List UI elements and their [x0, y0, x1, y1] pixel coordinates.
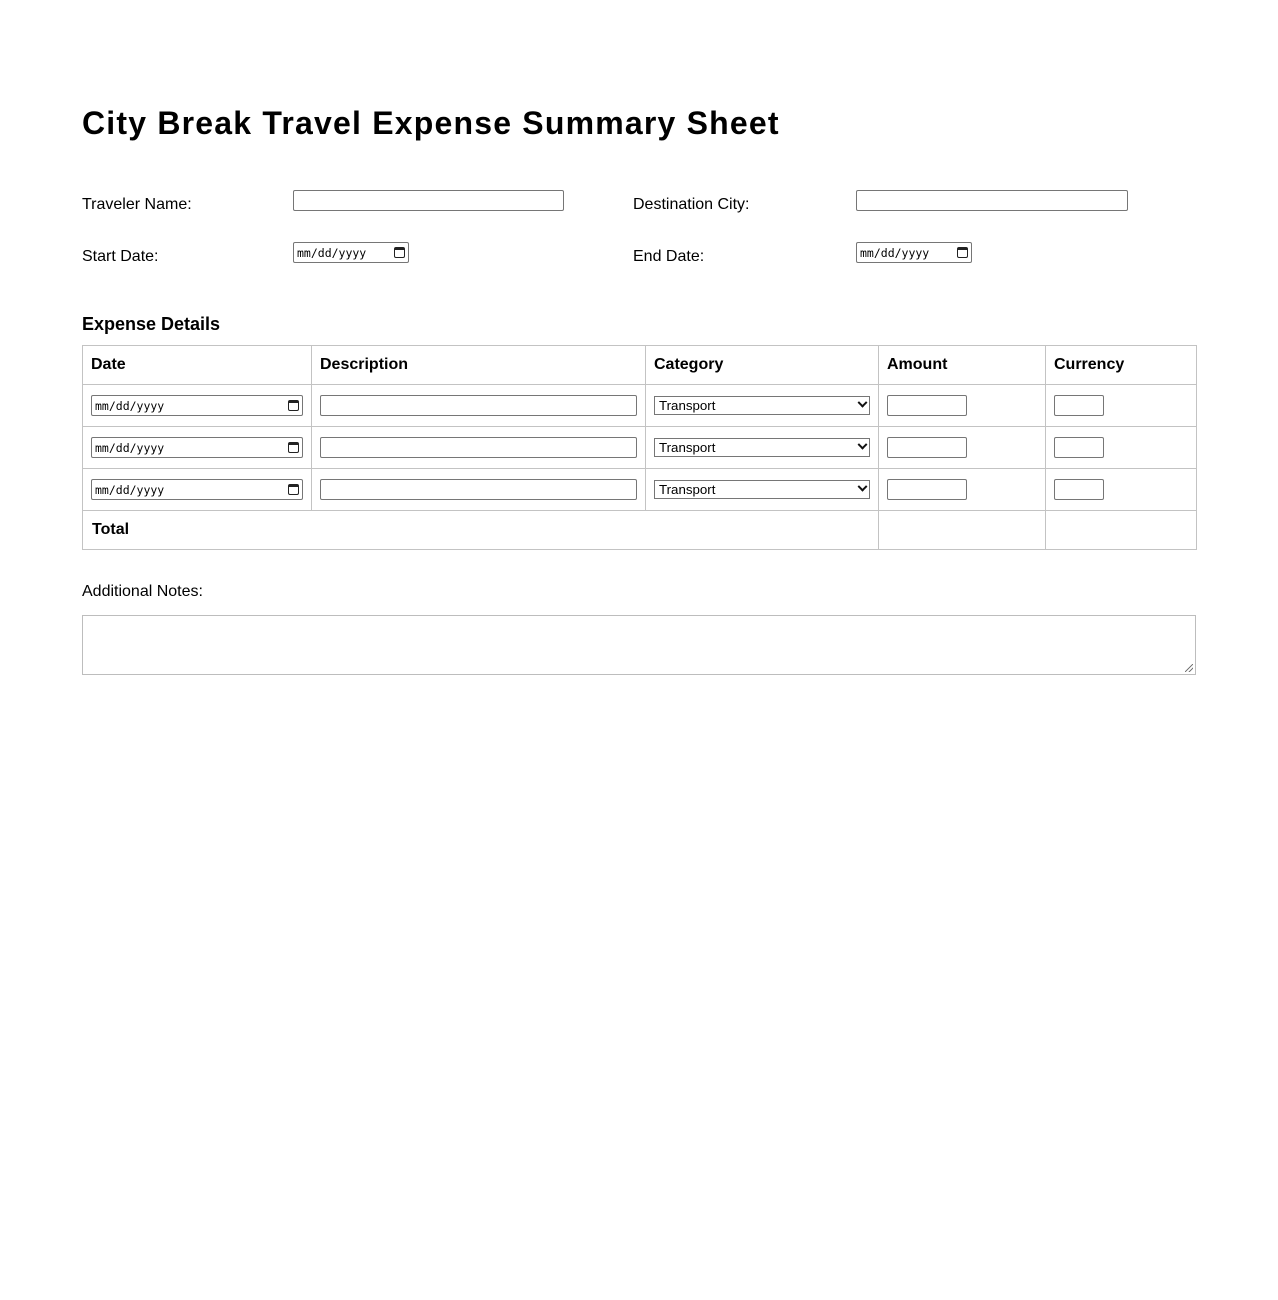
- expense-category-select[interactable]: [654, 480, 870, 499]
- expense-description-input[interactable]: [320, 479, 637, 500]
- column-header-currency: Currency: [1046, 346, 1197, 385]
- expense-category-select[interactable]: [654, 438, 870, 457]
- end-date-placeholder: mm/dd/yyyy: [860, 245, 930, 260]
- total-label: Total: [83, 511, 879, 550]
- expense-date-input[interactable]: [91, 479, 303, 500]
- expense-currency-input[interactable]: [1054, 395, 1104, 416]
- column-header-description: Description: [312, 346, 646, 385]
- calendar-icon[interactable]: [288, 442, 299, 453]
- expense-amount-input[interactable]: [887, 437, 967, 458]
- calendar-icon[interactable]: [957, 247, 968, 258]
- column-header-date: Date: [83, 346, 312, 385]
- calendar-icon[interactable]: [288, 484, 299, 495]
- calendar-icon[interactable]: [394, 247, 405, 258]
- date-placeholder: mm/dd/yyyy: [95, 440, 165, 455]
- total-amount: [879, 511, 1046, 550]
- traveler-name-label: Traveler Name:: [82, 196, 192, 213]
- table-row: [83, 427, 1197, 469]
- table-header-row: [83, 346, 1197, 385]
- column-header-amount: Amount: [879, 346, 1046, 385]
- expense-currency-input[interactable]: [1054, 437, 1104, 458]
- expense-description-input[interactable]: [320, 437, 637, 458]
- resize-handle-icon[interactable]: [1185, 664, 1193, 672]
- expense-table: [82, 345, 1197, 550]
- table-row: [83, 469, 1197, 511]
- additional-notes-textarea[interactable]: [82, 615, 1196, 675]
- date-placeholder: mm/dd/yyyy: [95, 482, 165, 497]
- expense-amount-input[interactable]: [887, 395, 967, 416]
- expense-currency-input[interactable]: [1054, 479, 1104, 500]
- expense-date-input[interactable]: [91, 437, 303, 458]
- expense-amount-input[interactable]: [887, 479, 967, 500]
- start-date-input[interactable]: [293, 242, 409, 263]
- chevron-down-icon: [858, 398, 868, 408]
- page-title: City Break Travel Expense Summary Sheet: [82, 105, 780, 141]
- start-date-placeholder: mm/dd/yyyy: [297, 245, 367, 260]
- table-row: [83, 385, 1197, 427]
- column-header-category: Category: [646, 346, 879, 385]
- date-placeholder: mm/dd/yyyy: [95, 398, 165, 413]
- start-date-label: Start Date:: [82, 248, 159, 265]
- total-currency: [1046, 511, 1197, 550]
- destination-city-label: Destination City:: [633, 196, 750, 213]
- total-row: [83, 511, 1197, 550]
- expense-category-select[interactable]: [654, 396, 870, 415]
- traveler-name-input[interactable]: [293, 190, 564, 211]
- calendar-icon[interactable]: [288, 400, 299, 411]
- end-date-input[interactable]: [856, 242, 972, 263]
- category-value: Transport: [659, 440, 716, 455]
- chevron-down-icon: [858, 440, 868, 450]
- chevron-down-icon: [858, 482, 868, 492]
- expense-description-input[interactable]: [320, 395, 637, 416]
- category-value: Transport: [659, 398, 716, 413]
- expense-details-heading: Expense Details: [82, 314, 221, 334]
- destination-city-input[interactable]: [856, 190, 1128, 211]
- end-date-label: End Date:: [633, 248, 705, 265]
- expense-date-input[interactable]: [91, 395, 303, 416]
- category-value: Transport: [659, 482, 716, 497]
- additional-notes-label: Additional Notes:: [82, 583, 203, 600]
